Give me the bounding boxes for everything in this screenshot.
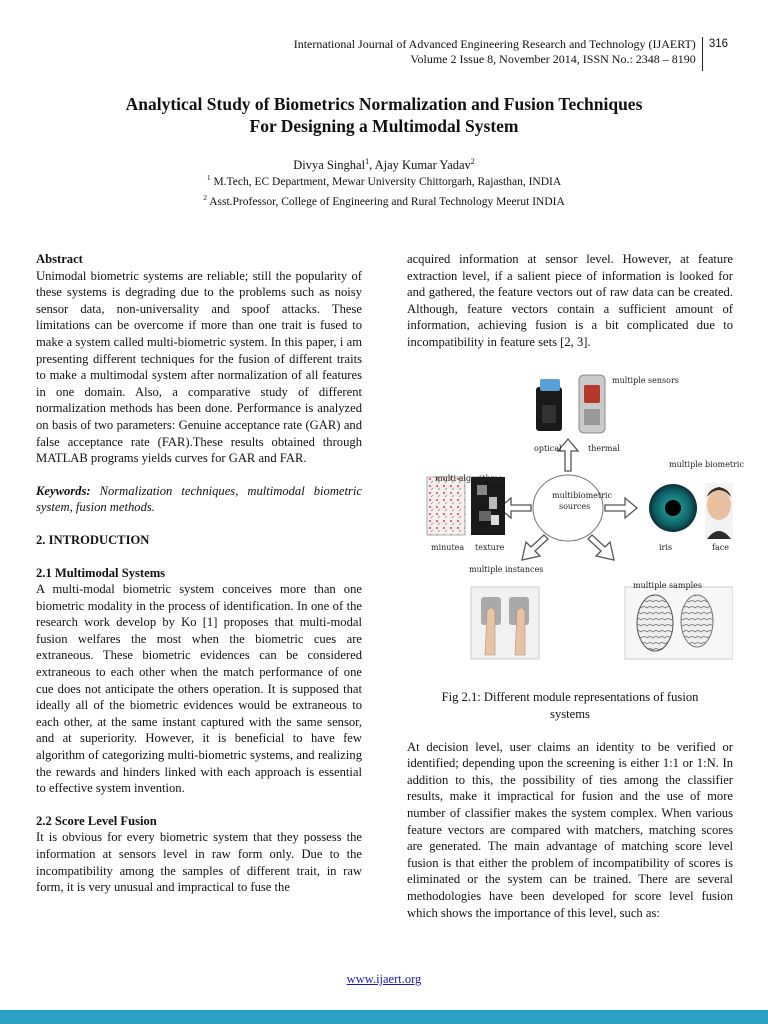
journal-name: International Journal of Advanced Engineering Research and Technology (IJAERT)	[293, 37, 696, 51]
keywords-text: Normalization techniques, multimodal biometric system, fusion methods.	[36, 483, 362, 515]
affiliation-2-text: Asst.Professor, College of Engineering and Rural Technology Meerut INDIA	[206, 195, 565, 208]
abstract-text: Unimodal biometric systems are reliable; still the popularity of these systems is degrading due to the problems such as noisy sensor data, non-universality and spoof attacks. These limitations can be overcome if more than one trait is fused to make a system called multi-biometric system. In this paper, i am presenting different techniques for the fusion of different traits to make a multimodal system after normalization of all features in one domain. Also, a comparative study of different normalization methods has been done. Performance is analyzed on basis of two parameters: Genuine acceptance rate (GAR) and false acceptance rate (FAR).These results obtained through MATLAB programs yields curves for GAR and FAR.	[36, 268, 362, 466]
arrow-down-right	[588, 535, 614, 560]
paper-title	[0, 93, 768, 137]
affiliation-2	[0, 190, 768, 210]
paper-title-line2: For Designing a Multimodal System	[249, 116, 519, 136]
abstract-heading: Abstract	[36, 252, 83, 266]
affiliation-2-sup: 2	[203, 192, 207, 202]
label-texture: texture	[475, 542, 505, 552]
journal-header-text	[294, 37, 702, 67]
fusion-diagram	[407, 365, 733, 683]
label-face: face	[712, 542, 729, 552]
multiple-samples-image	[625, 587, 733, 659]
label-multiple-biometric: multiple biometric	[669, 459, 744, 469]
multiple-instances-image	[471, 587, 539, 659]
figure-caption-line2: systems	[550, 706, 590, 721]
affiliation-1	[0, 170, 768, 190]
intro-heading: 2. INTRODUCTION	[36, 532, 150, 547]
section-2-1-heading: 2.1 Multimodal Systems	[36, 565, 166, 580]
face-image	[705, 483, 733, 539]
keywords	[36, 483, 362, 516]
footer	[0, 972, 768, 987]
figure-2-1	[407, 365, 744, 683]
label-multi-algorithms: multi algorithms	[435, 473, 503, 483]
label-center-line2: sources	[559, 501, 591, 511]
page-number: 316	[708, 38, 728, 50]
author-separator: ,	[369, 158, 375, 173]
section-2-1-text: A multi-modal biometric system conceives more than one biometric modality in the process of identification. In one of the research work develop by Ko [1] proposes that multi-modal fusion welfares the most when the biometric cues are extraneous. These biometric evidences can be considered extraneous to each other when the match performance of one cue does not anticipate the others operation. It is supposed that ideally all of the biometric evidences would be extraneous to each other, at the same instant captured with the same sensor, and at superiority. However, it is beneficial to have few algorithm of categorizing multi-biometric systems, and realizing the rewards and hinders linked with each approach is essential to effective system invention.	[36, 582, 362, 796]
author-1-sup: 1	[365, 157, 370, 166]
arrow-down-left	[522, 535, 548, 560]
label-iris: iris	[659, 542, 673, 552]
label-multiple-sensors: multiple sensors	[612, 375, 679, 385]
section-2-2-heading: 2.2 Score Level Fusion	[36, 813, 157, 828]
right-column	[407, 251, 744, 921]
label-multiple-instances: multiple instances	[469, 564, 544, 574]
label-center-line1: multibiometric	[552, 490, 612, 500]
bottom-accent-bar	[0, 1010, 768, 1024]
figure-caption-line1: Fig 2.1: Different module representations of fusion	[441, 689, 699, 704]
section-2-2-text: It is obvious for every biometric system that they possess the information at sensors level in raw form only. Due to the incompatibility among the samples of different trait, in raw form, it is very unusual and impractical to fuse the	[36, 830, 362, 895]
footer-url-link[interactable]: www.ijaert.org	[346, 972, 422, 986]
label-optical: optical	[534, 443, 562, 453]
affiliation-1-text: M.Tech, EC Department, Mewar University Chittorgarh, Rajasthan, INDIA	[210, 175, 562, 188]
label-thermal: thermal	[588, 443, 620, 453]
right-paragraph-2: At decision level, user claims an identity to be verified or identified; depending upon the screening is either 1:1 or 1:N. In addition to this, the possibility of ties among the classifier results, make it impractical for fusion and the use of more number of classifier makes the system complex. When various feature vectors are compared with matchers, matching scores are generated. The main advantage of matching score level fusion is that either the problem of incompatibility of scores is eliminated or the system can be trained. There are several methodologies have been developed for score level fusion which shows the importance of this level, such as:	[407, 739, 733, 920]
journal-volume: Volume 2 Issue 8, November 2014, ISSN No.: 2348 – 8190	[410, 52, 696, 66]
keywords-label: Keywords:	[36, 483, 91, 498]
affiliations	[0, 170, 768, 210]
author-2: Ajay Kumar Yadav	[374, 158, 471, 173]
left-column	[36, 251, 362, 896]
label-multiple-samples: multiple samples	[633, 580, 703, 590]
figure-caption	[407, 689, 733, 723]
thermal-sensor-image	[579, 375, 605, 433]
affiliation-1-sup: 1	[206, 173, 211, 182]
paper-title-line1: Analytical Study of Biometrics Normalization and Fusion Techniques	[125, 94, 643, 114]
optical-sensor-image	[536, 379, 562, 431]
right-paragraph-1: acquired information at sensor level. However, at feature extraction level, if a salient piece of information is looked for and gathered, the feature vectors out of raw data can be created. Although, feature vectors contain a sufficient amount of information, achieving fusion is a bit complicated due to incompatibility in feature sets [2, 3].	[407, 252, 733, 349]
author-1: Divya Singhal	[293, 158, 366, 173]
journal-header	[294, 37, 728, 71]
label-minutea: minutea	[431, 542, 465, 552]
author-2-sup: 2	[470, 157, 475, 166]
